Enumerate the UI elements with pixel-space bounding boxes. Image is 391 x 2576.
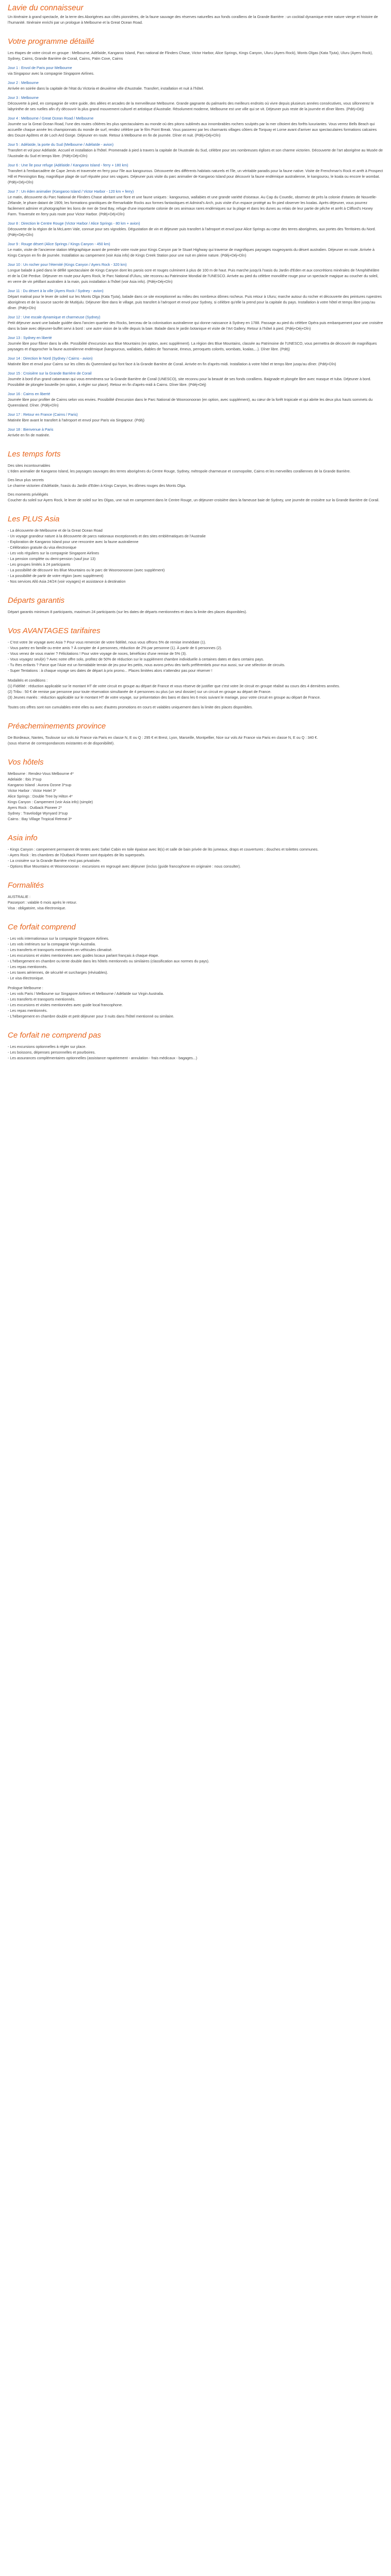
hotel-list (8, 771, 383, 822)
hotel-item: Adelaide : Ibis 3*sup (8, 777, 42, 782)
highlight-unusual-title: Des sites incontournables (8, 463, 51, 468)
included-item: - Les excursions et visites mentionnées avec guides locaux parlant français à chaque étape. (8, 953, 159, 958)
page-title: Lavie du connaisseur (8, 4, 84, 12)
day-description: Arrivée en fin de matinée. (8, 433, 50, 437)
prologue-item: - Les excursions et visites mentionnées avec guide local francophone. (8, 1003, 123, 1007)
day-title: Jour 12 : Une escale dynamique et charmeuse (Sydney) (8, 315, 101, 319)
day-description: via Singapour avec la compagnie Singapore Airlines. (8, 71, 94, 76)
formalities-section (8, 880, 383, 911)
highlight-moments-title: Des moments privilégiés (8, 492, 48, 497)
included-item: - Les repas mentionnés. (8, 964, 48, 969)
prologue-item: - Les repas mentionnés. (8, 1008, 48, 1013)
day-description: Journée libre pour flâner dans la ville. Possibilité d'excursion aux Blue Mountains (en option, avec supplément). La région des Blue Mountains, classée au Patrimoine de l'UNESCO, vous permettra de découvrir de magnifiques paysages et d'approcher la faune australienne endémique (kangourous, wallabies, diables de Tasmanie, émeus, perroquets colorés, wombats, koalas,...). Dîner libre. (Pdéj) (8, 341, 377, 351)
day-title: Jour 1 : Envol de Paris pour Melbourne (8, 65, 72, 70)
hotels-section (8, 757, 383, 822)
day-title: Jour 17 : Retour en France (Cairns / Paris) (8, 412, 78, 417)
condition-item: (3) Jeunes mariés : réduction applicable sur le montant HT de votre voyage, sur présentation des bans et dans les 6 mois suivant le mariage, pour votre circuit en groupe au départ de France. (8, 695, 321, 700)
conditions-title: Modalités et conditions : (8, 678, 48, 683)
plus-item: - La pension complète ou demi-pension (sauf jour 13) (8, 556, 96, 561)
day-description: Le matin, découverte du Parc National de Flinders Chase abritant une flore et une faune uniques : kangourous, wallabies et une grande variété d'oiseaux. Au Cap du Couedic, observez de près la colonie d'otaries de Nouvelle-Zélande, le phare datant de 1909, les formations granitiques de Remarkable Rocks aux formes fantastiques et Admiral's Arch, puis visite d'un espace protégé au fin pied observer les koalas. Après déjeuner, vous pourrez facilement admirer et photographier les lions de mer de Seal Bay, refuge d'une importante colonie de ces animaux rares endémiques sur la plage et dans les dunes au relais de leur partie de pêche et arrêt à Clifford's Honey Farm. Traversée en ferry puis route pour Victor Harbor. (Pdéj+Déj+Dîn) (8, 195, 377, 216)
excluded-item: - Les assurances complémentaires optionnelles (assistance rapatriement - annulation - frais médicaux - bagages...) (8, 1056, 198, 1060)
day-title: Jour 7 : Un éden animalier (Kangaroo Island / Victor Harbor - 120 km + ferry) (8, 189, 134, 194)
asia-info-item: - Options Blue Mountains et Wooroonooran : excursions en regroupé avec déjeuner (inclus (guide francophone en originaire : nous consulter). (8, 864, 241, 869)
asia-info-item: - Ayers Rock : les chambres de l'Outback Pioneer sont équipées de lits superposés. (8, 853, 145, 857)
day-description: Transfert et vol pour Adélaïde. Accueil et installation à l'hôtel. Promenade à pied à travers la capitale de l'Australie du Sud, célèbre pour ses nombreuses églises et son charme victorien. Découverte de l'art aborigène au Musée de l'Australie du Sud et temps libre. (Pdéj+Déj+Dîn) (8, 148, 383, 158)
plus-item: - Nos services Alló Asia 24/24 (voir voyages) et assistance à destination (8, 579, 126, 584)
advantage-item: - C'est votre 3e voyage avec Asia ? Pour vous remercier de votre fidélité, nous vous offrons 5% de remise immédiate (1). (8, 640, 206, 645)
day-description: Matinée libre et envol pour Cairns sur les côtes du Queensland qui font face à la Grande Barrière de Corail. Arrivée en fin d'après-midi. Installation à votre hôtel et temps libre jusqu'au dîner. (Pdéj+Dîn) (8, 362, 336, 366)
day-description: Longue balade à pied dans le défilé spectaculaire de Kings Canyon dont les parois ocre et rouges culminent à plus de 100 m de haut. Puis marche jusqu'à l'oasis du Jardin d'Eden et aux concrétions minérales de l'Amphithéâtre et de la Cité Perdue. Déjeuner en route pour Ayers Rock, le Parc National d'Uluru, site reconnu au Patrimoine Mondial de l'UNESCO. Arrivée au pied du célèbre monolithe rouge pour un spectacle magique au coucher du soleil, en verre de vin pétillant australien à la main, puis installation à l'hôtel (voir Asia info). (Pdéj+Déj+Dîn) (8, 268, 380, 284)
included-item: - Les vols intérieurs sur la compagnie Virgin Australia. (8, 942, 96, 946)
hotel-item: Kings Canyon : Campement (voir Asia info) (simple) (8, 800, 93, 804)
advantages-list (8, 639, 383, 673)
condition-item: (2) Tribu : 50 € de remise par personne pour toute réservation simultanée de 4 personnes ou plus (un seul dossier) sur un circuit en groupe au départ de France. (8, 689, 271, 694)
plus-item: - Les vols réguliers sur la compagnie Singapore Airlines (8, 551, 99, 555)
price-excludes-section (8, 1030, 383, 1061)
included-item: - Les taxes aériennes, de sécurité et surcharges (révisables). (8, 970, 108, 975)
day-description: Transfert à l'embarcadère de Cape Jervis et traversée en ferry pour l'île aux kangourous. Découverte des différents habitats naturels et l'île, un véritable paradis pour la faune native. Visite de Frenchman's Rock et arrêt à Prospect Hill et Pennington Bay, magnifique plage de surf réputée pour ses vagues. Déjeuner puis visite du parc animalier de Kangaroo Island pour découvrir la faune endémique australienne, le kangourou, le koala ou encore le wombat. (Pdéj+Déj+Dîn) (8, 168, 383, 184)
formality-line: AUSTRALIE : (8, 894, 30, 899)
program-section (8, 37, 383, 438)
day-description: Journée à bord d'un grand catamaran qui vous emmènera sur la Grande Barrière de Corail (UNESCO), site reconnu pour la beauté de ses fonds coralliens. Baignade et plongée libre avec masque et tuba. Déjeuner à bord. Possibilité de plongée bouteille (en option, à régler sur place). Retour en fin d'après-midi à Cairns. Dîner libre. (Pdéj+Déj) (8, 377, 371, 387)
excluded-item: - Les excursions optionnelles à régler sur place. (8, 1044, 87, 1049)
day-list (8, 65, 383, 438)
day-title: Jour 14 : Direction le Nord (Sydney / Cairns - avion) (8, 356, 93, 361)
pre-routing-list (8, 735, 383, 746)
advantage-item: - Super Tentations : à chaque voyage ses dates de départ à prix promo... Places limitées alors n'attendez pas pour réserver ! (8, 668, 213, 673)
day-description: Petit déjeuner avant une balade guidée dans l'ancien quartier des Rocks, berceau de la colonisation australienne qui donne naissance à Sydney en 1788. Passage au pied du célèbre Opéra puis embarquement pour une croisière dans la baie avec déjeuner-buffet servi à bord : une autre vision de la ville depuis la baie. Balade dans le jardin botanique et visite de l'Art Gallery. Retour à l'hôtel à pied. (Pdéj+Déj+Dîn) (8, 320, 383, 331)
departures-text: Départ garantis minimum 8 participants, maximum 24 participants (sur les dates de départs mentionnées et dans la limite des places disponibles). (8, 609, 247, 614)
program-intro: Les étapes de votre circuit en groupe : Melbourne, Adélaïde, Kangaroo Island, Parc national de Flinders Chase, Victor Harbor, Alice Springs, Kings Canyon, Uluru (Ayers Rock), Monts Olgas (Kata Tjuta), Uluru (Ayers Rock), Sydney, Cairns, Grande Barrière de Corail, Cairns, Palm Cove, Cairns (8, 50, 373, 61)
asia-info-heading: Asia info (8, 834, 38, 842)
intro-text: Un itinéraire à grand spectacle, de la terre des Aborigènes aux côtés pionnières, de la faune sauvage des réserves naturelles aux fonds coralliens de la Grande Barrière : un cocktail dynamique entre nature vierge et histoire de l'humanité. Itinéraire enrichi par un prologue à Melbourne et la Great Ocean Road. (8, 14, 378, 25)
plus-item: - Exploration de Kangaroo Island pour une rencontre avec la faune australienne (8, 539, 139, 544)
day-description: Arrivée en soirée dans la capitale de l'état du Victoria et deuxième ville d'Australie. Transfert, installation et nuit à l'hôtel. (8, 86, 204, 91)
plus-section (8, 514, 383, 584)
plus-item: - Un voyage grandeur nature à la découverte de parcs nationaux exceptionnels et des sites emblématiques de l'Australie (8, 534, 206, 538)
day-title: Jour 6 : Une île pour refuge (Adélaïde / Kangaroo Island - ferry + 180 km) (8, 163, 128, 167)
formality-line: Visa : obligatoire, visa électronique. (8, 906, 66, 910)
day-title: Jour 11 : Du désert à la ville (Ayers Rock / Sydney - avion) (8, 289, 104, 293)
asia-info-section (8, 833, 383, 869)
advantage-item: - Vous voyagez seul(e) ? Avec notre offre solo, profitez de 50% de réduction sur le supplément chambre individuelle à certaines dates et dans certains pays. (8, 657, 264, 662)
departures-section (8, 596, 383, 615)
advantages-footer: Toutes ces offres sont non cumulables entre elles ou avec d'autres promotions en cours et valables uniquement dans la limite des places disponibles. (8, 705, 253, 709)
day-title: Jour 16 : Cairns en liberté (8, 392, 51, 396)
plus-item: - La possibilité de découvrir les Blue Mountains ou le parc de Wooroonooran (avec supplément) (8, 568, 165, 572)
conditions-list (8, 683, 383, 700)
day-title: Jour 9 : Rouge désert (Alice Springs / Kings Canyon - 450 km) (8, 242, 110, 246)
pre-routing-line: De Bordeaux, Nantes, Toulouse sur vols Air France via Paris en classe N, E ou Q : 295 € et Brest, Lyon, Marseille, Montpellier, Nice sur vols Air France via Paris en classe N, E ou Q : 340 €. (8, 735, 318, 740)
hotels-heading: Vos hôtels (8, 758, 44, 767)
hotel-item: Victor Harbor : Victor Hotel 3* (8, 788, 57, 793)
advantages-heading: Vos AVANTAGES tarifaires (8, 626, 101, 635)
highlights-heading: Les temps forts (8, 450, 61, 459)
day-description: Journée sur la Great Ocean Road, l'une des routes côtières les plus spectaculaires au monde où des pitons sublimés aux innombrables rochers sculptés par la mer côtoient des forêts luxuriantes. Vous verrez Bells Beach qui accueille chaque année les championnats du monde de surf, rendez célèbre par le film Point Break. Vous passerez par les charmants villages côtiers de Torquay et Lorne avant d'arriver aux spectaculaires formations calcaires des Douze Apôtres et de Loch Ard Gorge. Déjeuner en route. Retour à Melbourne en fin de journée. Dîner et nuit. (Pdéj+Déj+Dîn) (8, 122, 377, 138)
day-title: Jour 2 : Melbourne (8, 80, 39, 85)
plus-item: - La possibilité de partir de votre région (avec supplément) (8, 573, 104, 578)
day-description: Journée libre pour profiter de Cairns selon vos envies. Possibilité d'excursion dans le Parc National de Wooroonooran (en option, avec supplément), au cœur de la forêt tropicale et qui abrite les deux plus hauts sommets du Queensland. Dîner. (Pdéj+Dîn) (8, 397, 373, 408)
day-description: Découverte à pied, en compagnie de votre guide, des allées et arcades de la merveilleuse Melbourne. Grande gagnante du palmarès des meilleurs endroits où vivre depuis plusieurs années consécutives, vous sillonnerez le labyrinthe de ses ruelles afin d'y découvrir la plus grand mouvement culturel et artistique d'Australie. Résolument moderne, Melbourne est une ville qui se vit. Déjeuner puis reste de la journée et dîner libres. (Pdéj+Déj) (8, 101, 374, 111)
highlight-moments-text: Coucher du soleil sur Ayers Rock, le lever de soleil sur les Olgas, une nuit en campement dans le Centre Rouge, un déjeuner-croisière dans la fameuse baie de Sydney, une journée de croisière sur la Grande Barrière de Corail. (8, 498, 380, 502)
day-title: Jour 13 : Sydney en liberté (8, 335, 52, 340)
price-excludes-list (8, 1044, 383, 1061)
advantage-item: - Vous venez de vous marier ? Félicitations ! Pour votre voyage de noces, bénéficiez d'une remise de 5% (3). (8, 651, 187, 656)
highlight-unusual-text: L'éden animalier de Kangaroo Island, les paysages sauvages des terres aborigènes du Centre Rouge, Sydney, métropole charmeuse et cosmopolite, Cairns et les merveilles coralliennes de la Grande Barrière. (8, 469, 351, 473)
day-title: Jour 8 : Direction le Centre Rouge (Victor Harbor / Alice Springs - 80 km + avion) (8, 221, 140, 226)
hotel-item: Ayers Rock : Outback Pioneer 2* (8, 805, 62, 810)
price-excludes-heading: Ce forfait ne comprend pas (8, 1031, 101, 1040)
advantage-item: - Vous partez en famille ou entre amis ? À compter de 4 personnes, réduction de 2% par personne (1). À partir de 6 personnes (2). (8, 646, 222, 650)
prologue-list (8, 991, 383, 1019)
plus-item: - Les groupes limités à 24 participants (8, 562, 71, 567)
pre-routing-heading: Préacheminements province (8, 722, 106, 731)
included-item: - L'hébergement en chambre ou tente double dans les hôtels mentionnés ou similaires (classification aux normes du pays). (8, 959, 209, 963)
highlight-places-title: Des lieux plus secrets (8, 478, 44, 482)
plus-item: - Célébration gratuite du visa électronique (8, 545, 77, 550)
pre-routing-section (8, 721, 383, 746)
page (0, 0, 391, 1067)
condition-item: (1) Fidélité : réduction applicable sur le montant HT de votre circuit en groupe au départ de France et vous réserve de justifier que c'est votre 3e circuit en groupe réalisé au cours des 4 dernières années. (8, 684, 340, 688)
day-title: Jour 10 : Un rocher pour l'éternité (Kings Canyon / Ayers Rock - 320 km) (8, 262, 127, 267)
departures-heading: Départs garantis (8, 596, 65, 605)
plus-list (8, 528, 383, 584)
day-title: Jour 3 : Melbourne (8, 95, 39, 100)
plus-heading: Les PLUS Asia (8, 515, 60, 523)
price-includes-heading: Ce forfait comprend (8, 923, 76, 931)
hotel-item: Melbourne : Rendez-Vous Melbourne 4* (8, 771, 74, 776)
formalities-heading: Formalités (8, 881, 44, 890)
day-title: Jour 18 : Bienvenue à Paris (8, 427, 54, 432)
hotel-item: Cairns : Bay Village Tropical Retreat 3* (8, 817, 72, 821)
advantage-item: - Tu êtes enfants ? Parce que l'Asie est un formidable terrain de jeu pour les petits, nous avons prévu des tarifs préférentiels pour eux aussi, sur une sélection de circuits. (8, 663, 285, 667)
included-item: - Le visa électronique. (8, 976, 44, 980)
day-description: Découverte de la région de la McLaren Vale, connue pour ses vignobles. Dégustation de vin et déjeuner puis transfert à l'aéroport et envol pour Alice Springs au cœur des terres aborigènes, aux portes des Territoires du Nord. (Pdéj+Déj+Dîn) (8, 227, 376, 237)
hotel-item: Kangaroo Island : Aurora Ozone 3*sup (8, 783, 72, 787)
formality-line: Passeport : valable 6 mois après le retour. (8, 900, 77, 905)
prologue-title: Prologue Melbourne : (8, 986, 43, 990)
asia-info-list (8, 846, 383, 869)
day-title: Jour 15 : Croisière sur la Grande Barrière de Corail (8, 371, 92, 376)
prologue-item: - L'hébergement en chambre double et petit déjeuner pour 3 nuits dans l'hôtel mentionné ou similaire. (8, 1014, 174, 1019)
highlight-places-text: Le charme victorien d'Adélaïde, l'oasis du Jardin d'Eden à Kings Canyon, les dômes rouges des Monts Olga. (8, 483, 186, 488)
hotel-item: Sydney : Travelodge Wynyard 3*sup (8, 811, 68, 816)
prologue-item: - Les vols Paris / Melbourne sur Singapore Airlines et Melbourne / Adélaïde sur Virgin Australia. (8, 991, 164, 996)
formalities-list (8, 894, 383, 911)
plus-item: - La découverte de Melbourne et de la Great Ocean Road (8, 528, 103, 533)
hotel-item: Alice Springs : Double Tree by Hilton 4* (8, 794, 73, 799)
included-item: - Les vols internationaux sur la compagnie Singapore Airlines. (8, 936, 109, 941)
program-heading: Votre programme détaillé (8, 37, 94, 46)
day-title: Jour 5 : Adélaïde, la porte du Sud (Melbourne / Adélaïde - avion) (8, 142, 113, 147)
price-includes-list (8, 936, 383, 981)
day-description: Départ matinal pour le lever de soleil sur les Monts Olga (Kata Tjuta), balade dans ce site exceptionnel au milieu des nombreux dômes rocheux. Puis retour à Uluru; marche autour du rocher et découverte des peintures rupestres aborigènes et de la source sacrée de Mutitjulu. Déjeuner libre dans le village, puis transfert à l'aéroport et envol pour Sydney, si célèbre qu'elle la prend pour la capitale du pays. Installation à votre hôtel et temps libre jusqu'au dîner. (Pdéj+Dîn) (8, 294, 382, 310)
excluded-item: - Les boissons, dépenses personnelles et pourboires. (8, 1050, 96, 1055)
day-description: Matinée libre avant le transfert à l'aéroport et envol pour Paris via Singapour. (Pdéj) (8, 418, 145, 422)
prologue-item: - Les transferts et transports mentionnés. (8, 997, 76, 1002)
day-title: Jour 4 : Melbourne / Great Ocean Road / Melbourne (8, 116, 94, 121)
asia-info-item: - La croisière sur la Grande Barrière n'est pas privatisée. (8, 858, 101, 863)
highlights-section (8, 449, 383, 503)
asia-info-item: - Kings Canyon : campement permanent de tentes avec Safari Cabin en toile épaisse avec lit(s) et salle de bain privée de lits jumeaux, draps et couvertures ; douches et toilettes communes. (8, 847, 319, 852)
advantages-section (8, 626, 383, 710)
price-includes-section (8, 922, 383, 1019)
pre-routing-line: (sous réserve de correspondances existantes et de disponibilité). (8, 741, 115, 745)
included-item: - Les transferts et transports mentionnés en véhicules climatisé. (8, 947, 112, 952)
day-description: Le matin, visite de l'ancienne station télégraphique avant de prendre votre route pour Kings Canyon par le Stuart Highway qui traverse de magnifiques paysages rougeoyants du désert australien. Déjeuner en route. Arrivée à Kings Canyon en fin de journée. Installation au campement (voir Asia info) de Kings Creek Station pour une nuit en pleine nature. (Pdéj+Déj+Dîn) (8, 247, 374, 258)
